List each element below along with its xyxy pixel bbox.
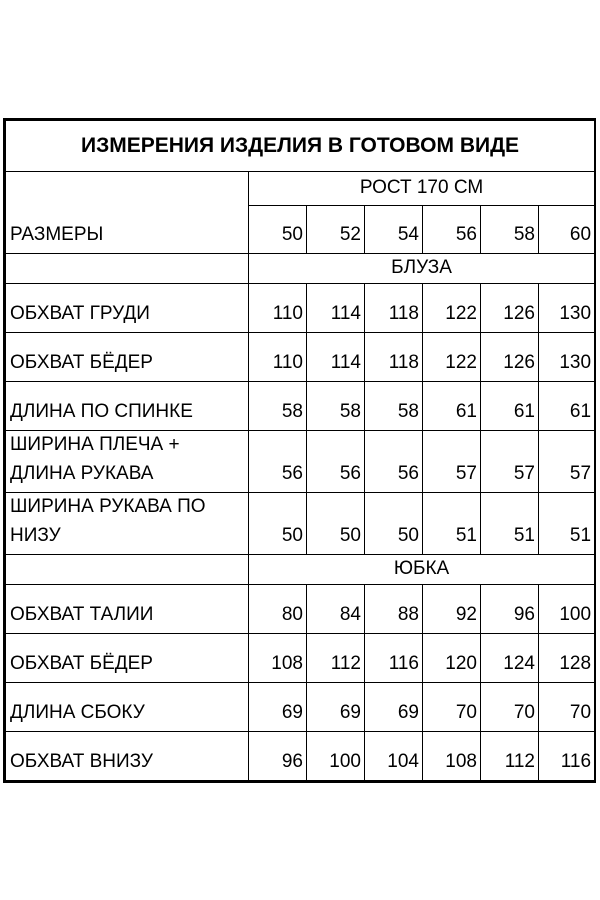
size-cell: 54 [365, 206, 423, 254]
value-cell: 96 [249, 732, 307, 781]
skirt-section-row [6, 555, 595, 585]
value-cell: 126 [481, 284, 539, 333]
size-cell: 52 [307, 206, 365, 254]
value-cell: 128 [539, 634, 595, 683]
value-cell: 57 [423, 431, 481, 493]
value-cell: 69 [249, 683, 307, 732]
value-cell: 118 [365, 333, 423, 382]
row-label: ОБХВАТ ВНИЗУ [6, 732, 249, 781]
height-label: РОСТ 170 СМ [249, 172, 595, 206]
value-cell: 58 [249, 382, 307, 431]
value-cell: 114 [307, 284, 365, 333]
value-cell: 122 [423, 333, 481, 382]
value-cell: 120 [423, 634, 481, 683]
value-cell: 70 [481, 683, 539, 732]
value-cell: 112 [481, 732, 539, 781]
measurements-table [5, 120, 595, 781]
value-cell: 57 [481, 431, 539, 493]
value-cell: 69 [307, 683, 365, 732]
row-label: ШИРИНА РУКАВА ПО НИЗУ [6, 493, 249, 555]
row-label: ДЛИНА СБОКУ [6, 683, 249, 732]
value-cell: 84 [307, 585, 365, 634]
value-cell: 58 [365, 382, 423, 431]
value-cell: 51 [423, 493, 481, 555]
table-row [6, 683, 595, 732]
value-cell: 50 [249, 493, 307, 555]
value-cell: 118 [365, 284, 423, 333]
value-cell: 108 [423, 732, 481, 781]
value-cell: 130 [539, 333, 595, 382]
value-cell: 116 [365, 634, 423, 683]
table-row [6, 431, 595, 493]
size-cell: 60 [539, 206, 595, 254]
value-cell: 130 [539, 284, 595, 333]
value-cell: 92 [423, 585, 481, 634]
value-cell: 114 [307, 333, 365, 382]
value-cell: 96 [481, 585, 539, 634]
value-cell: 100 [539, 585, 595, 634]
table-title: ИЗМЕРЕНИЯ ИЗДЕЛИЯ В ГОТОВОМ ВИДЕ [6, 121, 595, 172]
table-row [6, 284, 595, 333]
table-row [6, 634, 595, 683]
size-cell: 56 [423, 206, 481, 254]
table-row [6, 585, 595, 634]
blank-cell [6, 555, 249, 585]
sizes-label: РАЗМЕРЫ [6, 172, 249, 254]
size-cell: 50 [249, 206, 307, 254]
row-label: ОБХВАТ БЁДЕР [6, 333, 249, 382]
value-cell: 50 [307, 493, 365, 555]
table-row [6, 732, 595, 781]
value-cell: 56 [249, 431, 307, 493]
value-cell: 100 [307, 732, 365, 781]
value-cell: 116 [539, 732, 595, 781]
value-cell: 51 [539, 493, 595, 555]
table-row [6, 382, 595, 431]
skirt-section-title: ЮБКА [249, 555, 595, 585]
value-cell: 104 [365, 732, 423, 781]
row-label: ОБХВАТ БЁДЕР [6, 634, 249, 683]
value-cell: 51 [481, 493, 539, 555]
value-cell: 110 [249, 333, 307, 382]
table-row [6, 493, 595, 555]
value-cell: 58 [307, 382, 365, 431]
value-cell: 50 [365, 493, 423, 555]
value-cell: 56 [307, 431, 365, 493]
value-cell: 56 [365, 431, 423, 493]
value-cell: 57 [539, 431, 595, 493]
value-cell: 61 [539, 382, 595, 431]
value-cell: 61 [423, 382, 481, 431]
row-label: ШИРИНА ПЛЕЧА + ДЛИНА РУКАВА [6, 431, 249, 493]
row-label: ОБХВАТ ТАЛИИ [6, 585, 249, 634]
blouse-section-row [6, 254, 595, 284]
value-cell: 69 [365, 683, 423, 732]
value-cell: 122 [423, 284, 481, 333]
value-cell: 108 [249, 634, 307, 683]
value-cell: 61 [481, 382, 539, 431]
value-cell: 124 [481, 634, 539, 683]
value-cell: 126 [481, 333, 539, 382]
row-label: ДЛИНА ПО СПИНКЕ [6, 382, 249, 431]
size-cell: 58 [481, 206, 539, 254]
blouse-section-title: БЛУЗА [249, 254, 595, 284]
value-cell: 112 [307, 634, 365, 683]
table-row [6, 333, 595, 382]
value-cell: 70 [539, 683, 595, 732]
measurements-sheet [3, 118, 596, 783]
row-label: ОБХВАТ ГРУДИ [6, 284, 249, 333]
value-cell: 80 [249, 585, 307, 634]
value-cell: 110 [249, 284, 307, 333]
value-cell: 70 [423, 683, 481, 732]
value-cell: 88 [365, 585, 423, 634]
blank-cell [6, 254, 249, 284]
